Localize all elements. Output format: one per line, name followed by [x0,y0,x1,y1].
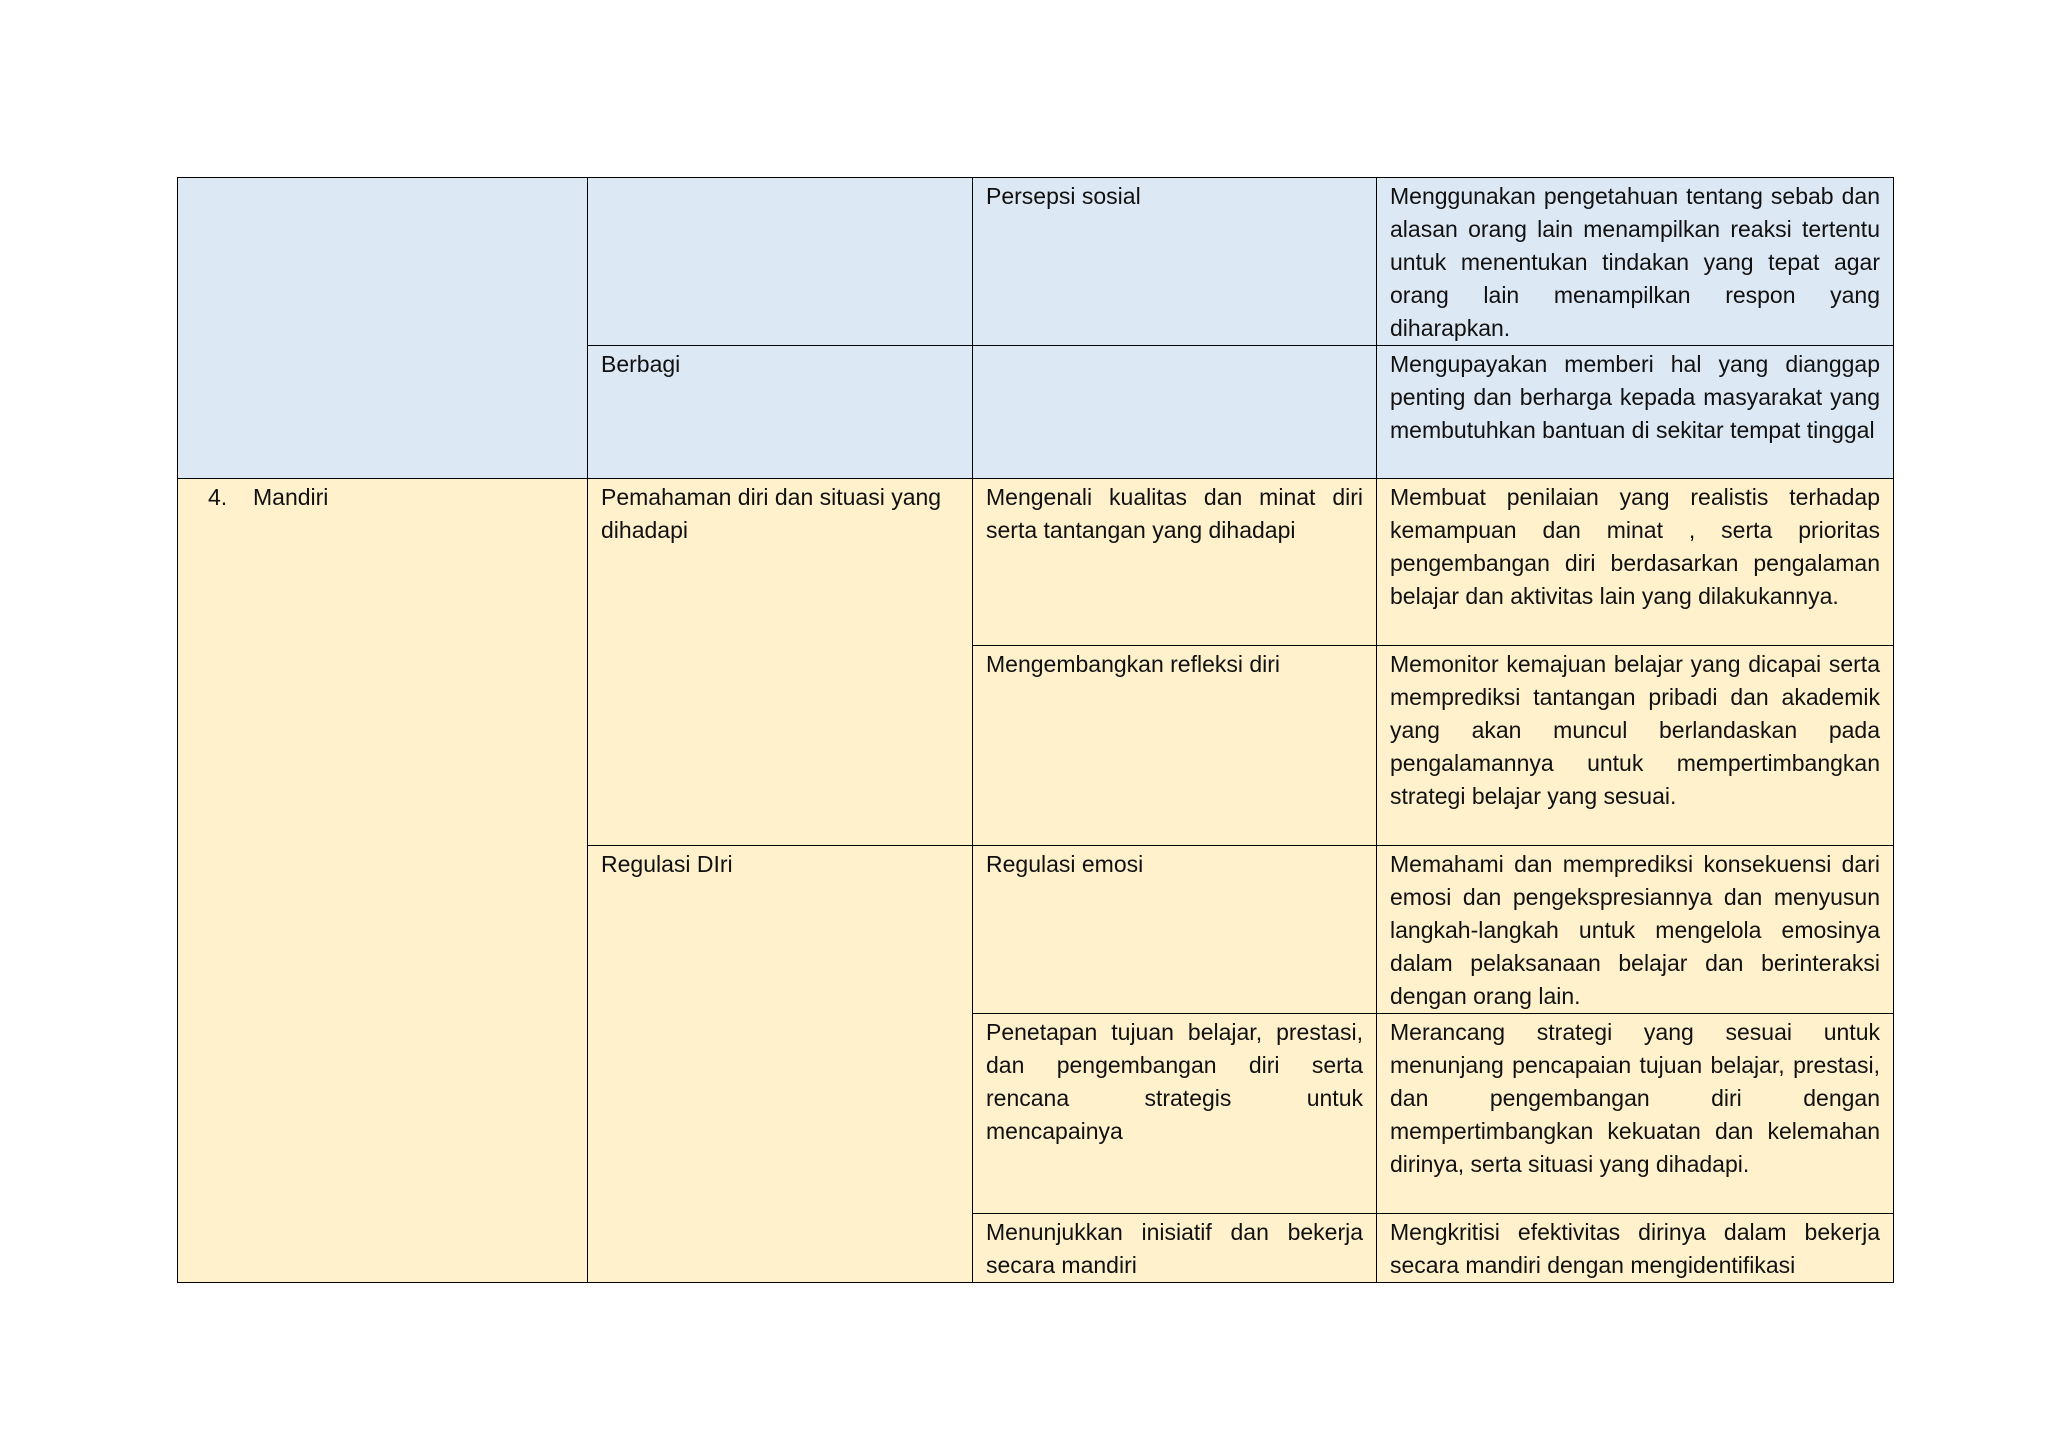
dimension-label: Mandiri [253,484,329,510]
dimension-cell [178,479,588,1283]
table-row [178,479,1894,646]
sub-element-cell: Mengenali kualitas dan minat diri serta tantangan yang dihadapi [973,479,1377,646]
sub-element-cell: Persepsi sosial [973,178,1377,346]
dimension-list-item [191,481,574,514]
description-cell: Merancang strategi yang sesuai untuk menunjang pencapaian tujuan belajar, prestasi, dan pengembangan diri dengan mempertimbangkan kekuatan dan kelemahan dirinya, serta situasi yang dihadapi. [1377,1014,1894,1214]
element-cell: Regulasi DIri [588,846,973,1283]
sub-element-cell: Penetapan tujuan belajar, prestasi, dan pengembangan diri serta rencana strategis untuk mencapainya [973,1014,1377,1214]
sub-element-cell [973,346,1377,479]
sub-element-cell: Regulasi emosi [973,846,1377,1014]
element-cell-empty [588,178,973,346]
competency-table [177,177,1894,1283]
description-cell: Membuat penilaian yang realistis terhadap kemampuan dan minat , serta prioritas pengembangan diri berdasarkan pengalaman belajar dan aktivitas lain yang dilakukannya. [1377,479,1894,646]
dimension-cell-empty [178,178,588,479]
description-cell: Memahami dan memprediksi konsekuensi dari emosi dan pengekspresiannya dan menyusun langkah-langkah untuk mengelola emosinya dalam pelaksanaan belajar dan berinteraksi dengan orang lain. [1377,846,1894,1014]
element-cell: Berbagi [588,346,973,479]
description-cell: Memonitor kemajuan belajar yang dicapai serta memprediksi tantangan pribadi dan akademik yang akan muncul berlandaskan pada pengalamannya untuk mempertimbangkan strategi belajar yang sesuai. [1377,646,1894,846]
table-row [178,178,1894,346]
description-cell [1377,1214,1894,1283]
sub-element-cell: Menunjukkan inisiatif dan bekerja secara mandiri [973,1214,1377,1283]
dimension-number: 4. [208,484,228,510]
sub-element-cell: Mengembangkan refleksi diri [973,646,1377,846]
element-cell: Pemahaman diri dan situasi yang dihadapi [588,479,973,846]
description-text-clipped: Mengkritisi efektivitas dirinya dalam bekerja secara mandiri dengan mengidentifikasi [1390,1219,1880,1278]
description-cell: Menggunakan pengetahuan tentang sebab dan alasan orang lain menampilkan reaksi tertentu untuk menentukan tindakan yang tepat agar orang lain menampilkan respon yang diharapkan. [1377,178,1894,346]
description-cell: Mengupayakan memberi hal yang dianggap penting dan berharga kepada masyarakat yang membutuhkan bantuan di sekitar tempat tinggal [1377,346,1894,479]
